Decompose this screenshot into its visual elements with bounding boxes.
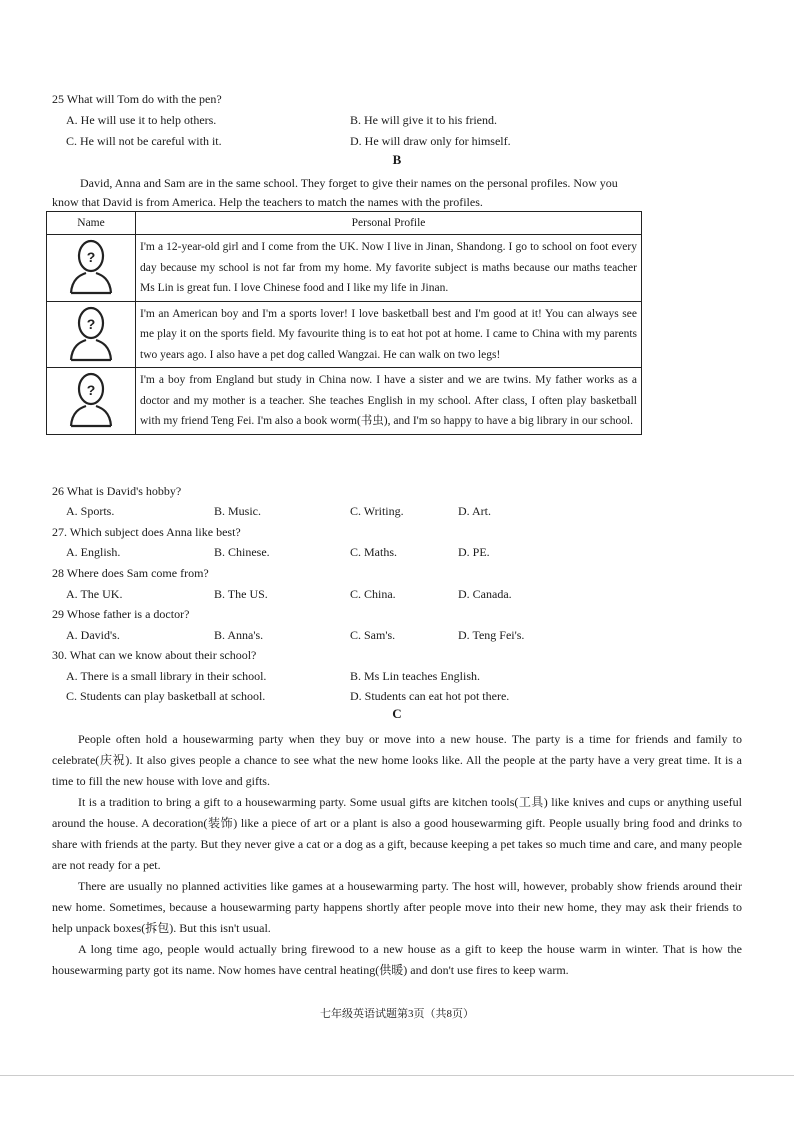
section-b-heading: B	[392, 152, 402, 167]
q27-stem: 27. Which subject does Anna like best?	[52, 525, 241, 539]
passage-paragraph: A long time ago, people would actually bring firewood to a new house as a gift to keep the house warm in winter. That is how the housewarming party got its name. Now homes have central heating(供暖) and don't use fires to keep warm.	[52, 942, 742, 977]
q30-option-c: C. Students can play basketball at school.	[66, 689, 266, 703]
profiles-table	[46, 211, 642, 435]
q30-option-d: D. Students can eat hot pot there.	[350, 689, 510, 703]
q26-option-b: B. Music.	[214, 504, 262, 518]
q29-option-b: B. Anna's.	[214, 628, 264, 642]
q28-option-a: A. The UK.	[66, 587, 123, 601]
q26-stem: 26 What is David's hobby?	[52, 484, 182, 498]
q25-option-b: B. He will give it to his friend.	[350, 113, 497, 127]
unknown-person-icon	[47, 235, 136, 302]
profile-row	[47, 368, 642, 435]
q25-option-c: C. He will not be careful with it.	[66, 134, 222, 148]
q27-option-c: C. Maths.	[350, 545, 398, 559]
passage-paragraph: There are usually no planned activities like games at a housewarming party. The host will, however, probably show friends around their new home. Sometimes, because a housewarming party happens shortly after people move into their new home, they may ask their friends to help unpack boxes(拆包). But this isn't usual.	[52, 879, 742, 935]
q25-stem: 25 What will Tom do with the pen?	[52, 92, 222, 106]
name-column-header: Name	[47, 212, 136, 235]
q29-stem: 29 Whose father is a doctor?	[52, 607, 190, 621]
unknown-person-icon	[47, 301, 136, 368]
q29-option-a: A. David's.	[66, 628, 120, 642]
q27-option-d: D. PE.	[458, 545, 490, 559]
profile-row	[47, 235, 642, 302]
q30-option-a: A. There is a small library in their school.	[66, 669, 267, 683]
profile-text: I'm a 12-year-old girl and I come from the UK. Now I live in Jinan, Shandong. I go to school on foot every day because my school is not far from my home. My favorite subject is maths because our maths teacher Ms Lin is great fun. I love Chinese food and I like my life in Jinan.	[136, 235, 642, 302]
q28-option-b: B. The US.	[214, 587, 268, 601]
section-c-heading: C	[392, 706, 402, 721]
q28-option-c: C. China.	[350, 587, 396, 601]
bottom-divider	[0, 1075, 794, 1076]
section-b-intro-line1: David, Anna and Sam are in the same school. They forget to give their names on the personal profiles. Now you	[80, 176, 618, 190]
section-c-passage	[52, 729, 742, 981]
page-footer: 七年级英语试题第3页（共8页）	[320, 1008, 474, 1020]
section-b-intro-line2: know that David is from America. Help the teachers to match the names with the profiles.	[52, 195, 483, 209]
svg-text:?: ?	[86, 249, 96, 266]
passage-paragraph: It is a tradition to bring a gift to a housewarming party. Some usual gifts are kitchen tools(工具) like knives and cups or anything useful around the house. A decoration(装饰) like a piece of art or a plant is also a good housewarming gift. People usually bring food and drinks to share with friends at the party. But they never give a cat or a dog as a gift, because keeping a pet takes so much time and care, and many people are not ready for a pet.	[52, 795, 742, 872]
svg-text:?: ?	[86, 382, 96, 399]
q26-option-d: D. Art.	[458, 504, 491, 518]
q27-option-b: B. Chinese.	[214, 545, 270, 559]
q28-option-d: D. Canada.	[458, 587, 512, 601]
q26-option-c: C. Writing.	[350, 504, 404, 518]
q27-option-a: A. English.	[66, 545, 121, 559]
q29-option-d: D. Teng Fei's.	[458, 628, 525, 642]
q25-option-a: A. He will use it to help others.	[66, 113, 217, 127]
q30-stem: 30. What can we know about their school?	[52, 648, 257, 662]
profile-text: I'm a boy from England but study in China now. I have a sister and we are twins. My father works as a doctor and my mother is a teacher. She teaches English in my school. After class, I often play basketball with my friend Teng Fei. I'm also a book worm(书虫), and I'm so happy to have a big library in our school.	[136, 368, 642, 435]
q29-option-c: C. Sam's.	[350, 628, 396, 642]
q25-option-d: D. He will draw only for himself.	[350, 134, 511, 148]
profile-column-header: Personal Profile	[136, 212, 642, 235]
q28-stem: 28 Where does Sam come from?	[52, 566, 209, 580]
passage-paragraph: People often hold a housewarming party when they buy or move into a new house. The party is a time for friends and family to celebrate(庆祝). It also gives people a chance to see what the new home looks like. All the people at the party have a very great time. It is a time to fill the new house with love and gifts.	[52, 732, 742, 788]
svg-text:?: ?	[86, 315, 96, 332]
q30-option-b: B. Ms Lin teaches English.	[350, 669, 480, 683]
profile-text: I'm an American boy and I'm a sports lover! I love basketball best and I'm good at it! You can always see me play it on the sports field. My favourite thing is to eat hot pot at home. I came to China with my parents two years ago. I also have a pet dog called Wangzai. He can walk on two legs!	[136, 301, 642, 368]
q26-option-a: A. Sports.	[66, 504, 115, 518]
profile-row	[47, 301, 642, 368]
unknown-person-icon	[47, 368, 136, 435]
